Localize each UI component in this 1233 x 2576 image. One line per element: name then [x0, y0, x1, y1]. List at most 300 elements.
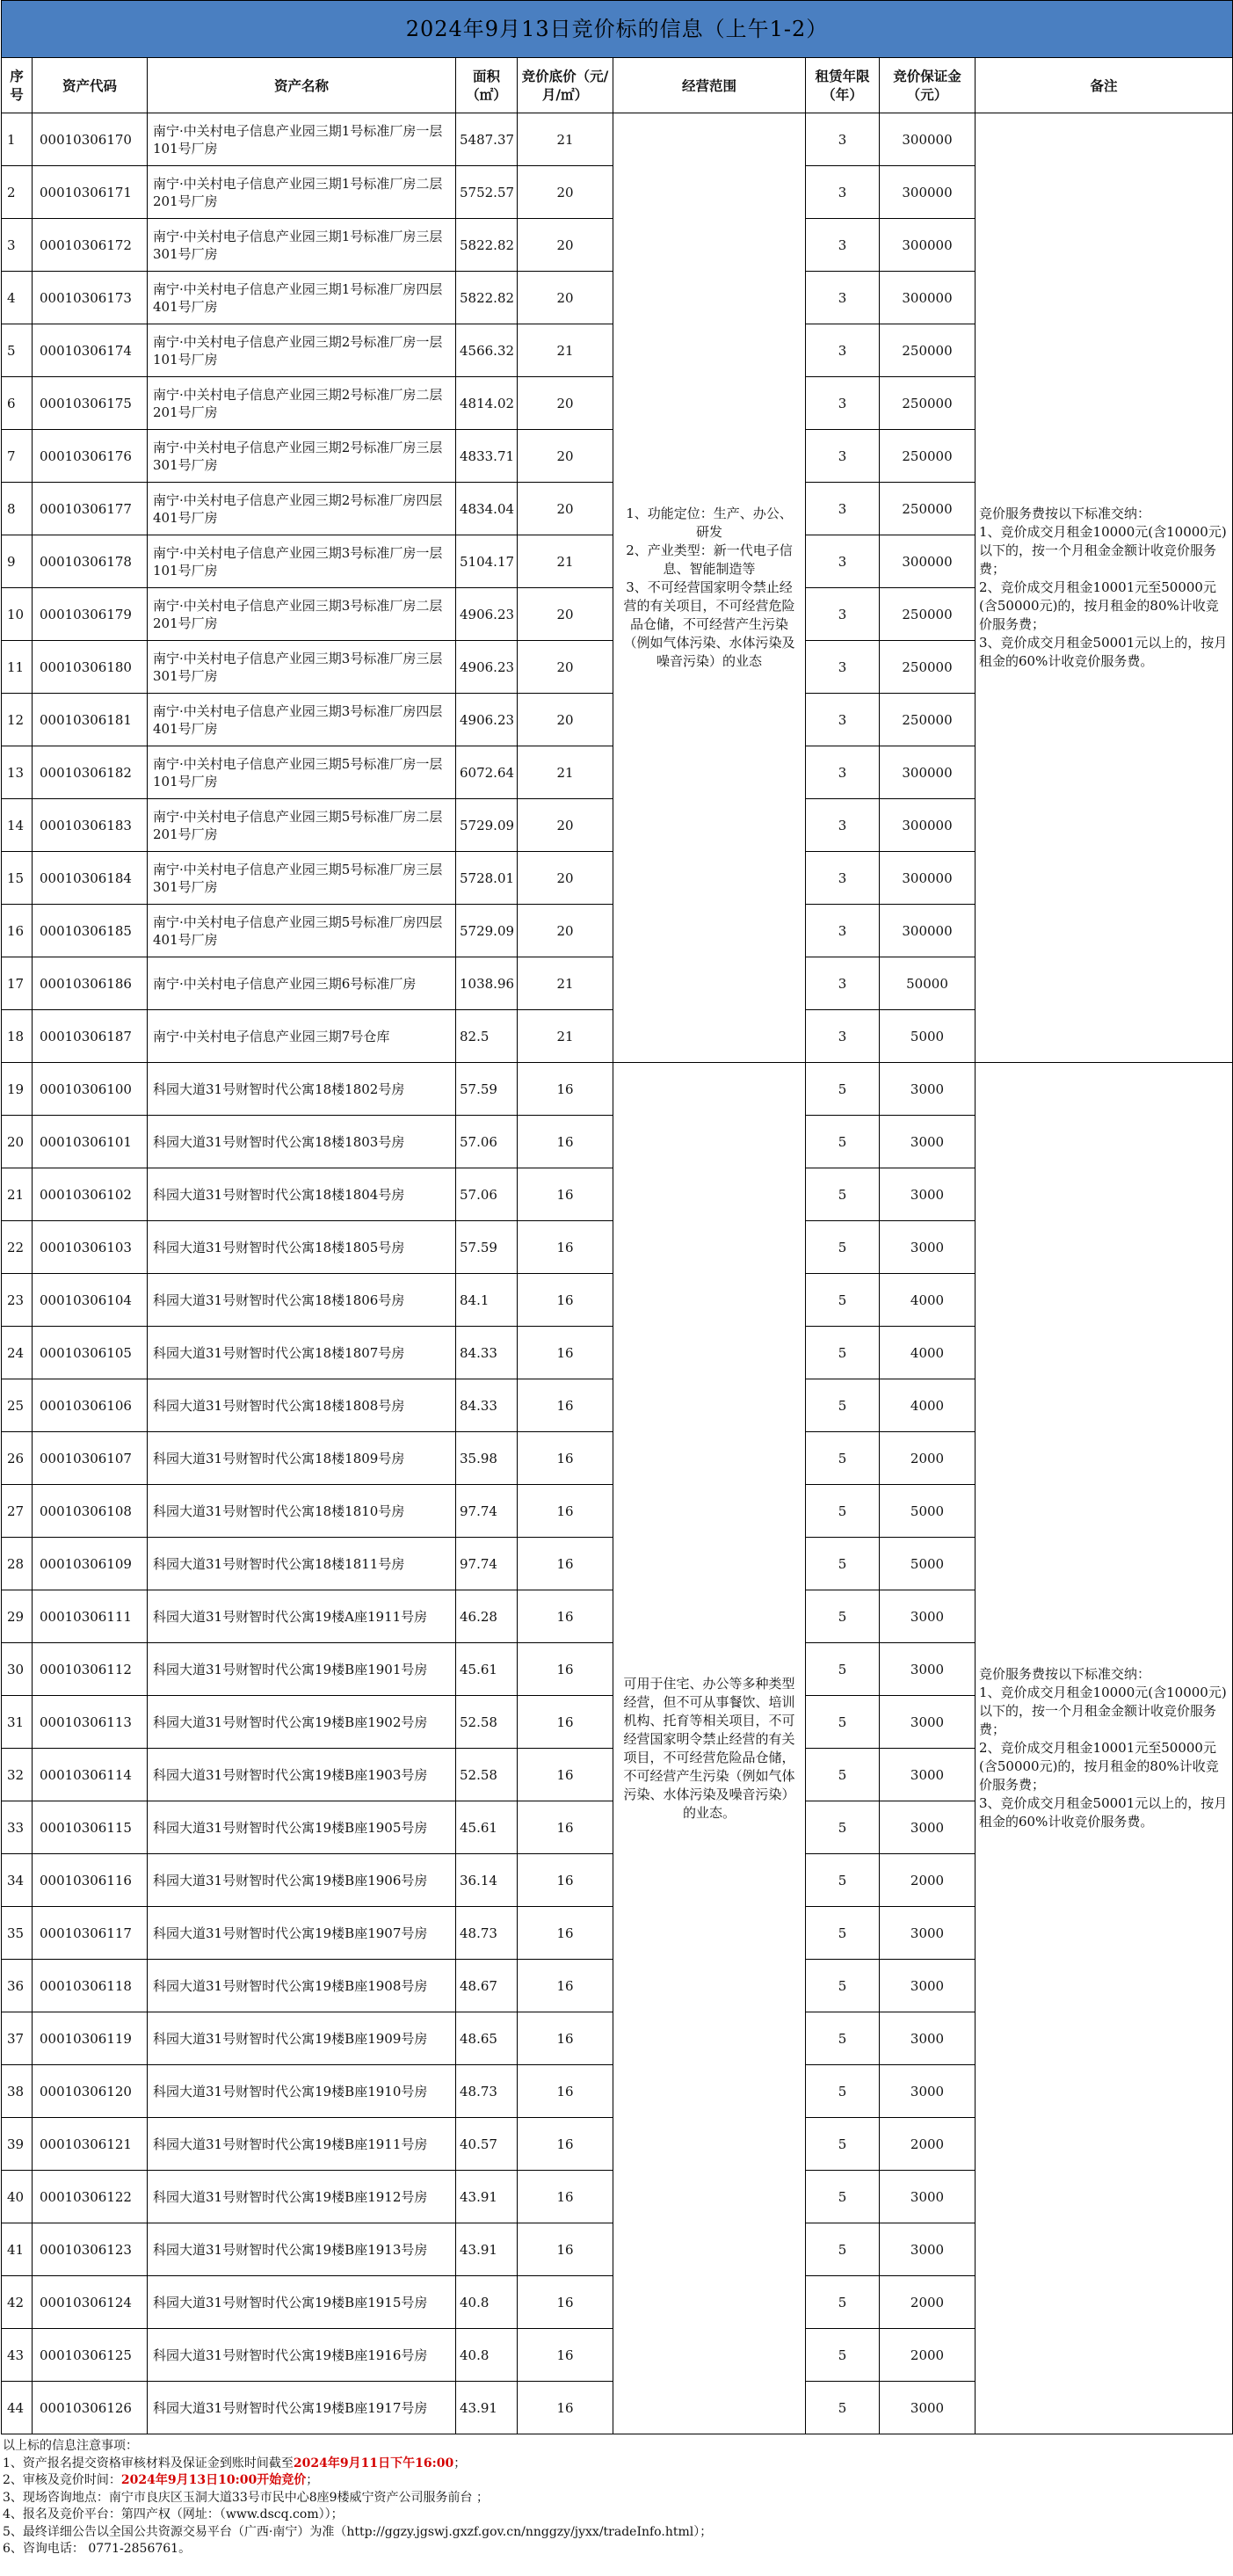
cell-asset-code: 00010306118: [33, 1960, 148, 2012]
cell-asset-code: 00010306180: [33, 641, 148, 694]
cell-lease-years: 3: [806, 377, 880, 430]
cell-asset-name: 科园大道31号财智时代公寓19楼B座1915号房: [148, 2276, 456, 2329]
cell-asset-code: 00010306119: [33, 2012, 148, 2065]
cell-deposit: 3000: [880, 1063, 976, 1116]
cell-asset-name: 科园大道31号财智时代公寓19楼B座1917号房: [148, 2382, 456, 2434]
header-deposit: 竞价保证金（元）: [880, 58, 976, 113]
cell-index: 10: [2, 588, 33, 641]
cell-asset-code: 00010306105: [33, 1327, 148, 1379]
cell-asset-name: 科园大道31号财智时代公寓19楼B座1901号房: [148, 1643, 456, 1696]
cell-base-price: 16: [518, 1854, 613, 1907]
cell-area: 40.8: [456, 2329, 518, 2382]
cell-area: 45.61: [456, 1801, 518, 1854]
cell-asset-name: 科园大道31号财智时代公寓19楼B座1912号房: [148, 2171, 456, 2223]
cell-asset-name: 南宁·中关村电子信息产业园三期2号标准厂房一层101号厂房: [148, 324, 456, 377]
cell-deposit: 2000: [880, 1854, 976, 1907]
cell-deposit: 4000: [880, 1379, 976, 1432]
cell-deposit: 2000: [880, 2118, 976, 2171]
cell-index: 30: [2, 1643, 33, 1696]
cell-deposit: 300000: [880, 272, 976, 324]
cell-area: 43.91: [456, 2223, 518, 2276]
cell-base-price: 16: [518, 1907, 613, 1960]
cell-deposit: 250000: [880, 377, 976, 430]
cell-asset-name: 南宁·中关村电子信息产业园三期3号标准厂房二层201号厂房: [148, 588, 456, 641]
cell-index: 1: [2, 113, 33, 166]
cell-base-price: 16: [518, 2329, 613, 2382]
cell-lease-years: 5: [806, 1432, 880, 1485]
cell-asset-code: 00010306172: [33, 219, 148, 272]
header-years: 租赁年限（年）: [806, 58, 880, 113]
cell-deposit: 3000: [880, 2065, 976, 2118]
cell-asset-name: 科园大道31号财智时代公寓19楼B座1910号房: [148, 2065, 456, 2118]
note-text: 2、审核及竞价时间：: [3, 2473, 121, 2487]
cell-lease-years: 5: [806, 1485, 880, 1538]
cell-asset-code: 00010306100: [33, 1063, 148, 1116]
cell-asset-code: 00010306103: [33, 1221, 148, 1274]
cell-asset-name: 科园大道31号财智时代公寓18楼1807号房: [148, 1327, 456, 1379]
cell-index: 43: [2, 2329, 33, 2382]
cell-area: 4834.04: [456, 483, 518, 535]
cell-business-scope: 1、功能定位：生产、办公、研发 2、产业类型：新一代电子信息、智能制造等 3、不可经营国家明令禁止经营的有关项目，不可经营危险品仓储，不可经营产生污染（例如气体污染、水体污染及噪音污染）的业态: [613, 113, 806, 1063]
cell-base-price: 16: [518, 1327, 613, 1379]
cell-area: 5752.57: [456, 166, 518, 219]
note-text: 4、报名及竞价平台：第四产权（网址：（www.dscq.com））；: [3, 2507, 344, 2521]
cell-area: 57.06: [456, 1168, 518, 1221]
cell-index: 37: [2, 2012, 33, 2065]
cell-index: 24: [2, 1327, 33, 1379]
cell-area: 48.73: [456, 2065, 518, 2118]
cell-asset-code: 00010306178: [33, 535, 148, 588]
cell-asset-name: 科园大道31号财智时代公寓18楼1805号房: [148, 1221, 456, 1274]
cell-base-price: 16: [518, 1221, 613, 1274]
cell-lease-years: 5: [806, 2276, 880, 2329]
cell-lease-years: 5: [806, 2223, 880, 2276]
cell-asset-name: 南宁·中关村电子信息产业园三期5号标准厂房二层201号厂房: [148, 799, 456, 852]
cell-lease-years: 5: [806, 2012, 880, 2065]
document-page: [1, 0, 1232, 2558]
notes-heading: 以上标的信息注意事项：: [3, 2439, 138, 2453]
cell-area: 4906.23: [456, 694, 518, 746]
cell-asset-code: 00010306187: [33, 1010, 148, 1063]
cell-deposit: 3000: [880, 2171, 976, 2223]
cell-deposit: 3000: [880, 1116, 976, 1168]
note-highlight: 2024年9月11日下午16:00: [293, 2456, 454, 2470]
cell-area: 4814.02: [456, 377, 518, 430]
cell-base-price: 16: [518, 1379, 613, 1432]
cell-asset-code: 00010306104: [33, 1274, 148, 1327]
cell-area: 45.61: [456, 1643, 518, 1696]
cell-lease-years: 5: [806, 2065, 880, 2118]
cell-lease-years: 5: [806, 1379, 880, 1432]
cell-deposit: 2000: [880, 1432, 976, 1485]
cell-asset-name: 科园大道31号财智时代公寓18楼1808号房: [148, 1379, 456, 1432]
cell-base-price: 21: [518, 957, 613, 1010]
cell-lease-years: 3: [806, 324, 880, 377]
cell-asset-code: 00010306126: [33, 2382, 148, 2434]
cell-index: 14: [2, 799, 33, 852]
cell-index: 42: [2, 2276, 33, 2329]
cell-asset-code: 00010306122: [33, 2171, 148, 2223]
header-area: 面积（㎡）: [456, 58, 518, 113]
cell-base-price: 16: [518, 2012, 613, 2065]
cell-deposit: 2000: [880, 2276, 976, 2329]
cell-index: 33: [2, 1801, 33, 1854]
cell-lease-years: 5: [806, 2382, 880, 2434]
cell-lease-years: 3: [806, 272, 880, 324]
cell-base-price: 16: [518, 1643, 613, 1696]
note-line: [3, 2507, 1232, 2524]
cell-area: 57.06: [456, 1116, 518, 1168]
table-header-row: [2, 58, 1233, 113]
cell-base-price: 16: [518, 2065, 613, 2118]
cell-lease-years: 5: [806, 2118, 880, 2171]
cell-deposit: 3000: [880, 1907, 976, 1960]
cell-lease-years: 5: [806, 1801, 880, 1854]
cell-area: 5104.17: [456, 535, 518, 588]
cell-area: 6072.64: [456, 746, 518, 799]
cell-asset-name: 南宁·中关村电子信息产业园三期2号标准厂房二层201号厂房: [148, 377, 456, 430]
cell-asset-name: 南宁·中关村电子信息产业园三期2号标准厂房三层301号厂房: [148, 430, 456, 483]
note-text: 5、最终详细公告以全国公共资源交易平台（广西·南宁）为准（http://ggzy.jgswj.gxzf.gov.cn/nnggzy/jyxx/tradeInfo.html）；: [3, 2524, 713, 2539]
cell-area: 5487.37: [456, 113, 518, 166]
cell-asset-code: 00010306106: [33, 1379, 148, 1432]
page-title: 2024年9月13日竞价标的信息（上午1-2）: [2, 1, 1233, 58]
cell-asset-name: 科园大道31号财智时代公寓19楼B座1908号房: [148, 1960, 456, 2012]
cell-index: 19: [2, 1063, 33, 1116]
cell-lease-years: 5: [806, 1696, 880, 1749]
cell-deposit: 4000: [880, 1327, 976, 1379]
cell-asset-name: 南宁·中关村电子信息产业园三期1号标准厂房二层201号厂房: [148, 166, 456, 219]
cell-asset-name: 科园大道31号财智时代公寓18楼1810号房: [148, 1485, 456, 1538]
cell-area: 48.67: [456, 1960, 518, 2012]
cell-asset-name: 科园大道31号财智时代公寓19楼B座1902号房: [148, 1696, 456, 1749]
cell-index: 11: [2, 641, 33, 694]
cell-asset-name: 科园大道31号财智时代公寓18楼1802号房: [148, 1063, 456, 1116]
cell-asset-name: 南宁·中关村电子信息产业园三期5号标准厂房三层301号厂房: [148, 852, 456, 905]
cell-base-price: 20: [518, 852, 613, 905]
cell-deposit: 3000: [880, 1696, 976, 1749]
header-note: 备注: [976, 58, 1233, 113]
cell-area: 97.74: [456, 1538, 518, 1590]
cell-asset-name: 南宁·中关村电子信息产业园三期3号标准厂房三层301号厂房: [148, 641, 456, 694]
cell-deposit: 3000: [880, 1221, 976, 1274]
cell-area: 40.57: [456, 2118, 518, 2171]
cell-base-price: 16: [518, 1696, 613, 1749]
cell-asset-code: 00010306175: [33, 377, 148, 430]
cell-index: 6: [2, 377, 33, 430]
cell-deposit: 300000: [880, 166, 976, 219]
cell-index: 36: [2, 1960, 33, 2012]
cell-asset-code: 00010306183: [33, 799, 148, 852]
note-highlight: 2024年9月13日10:00开始竞价: [120, 2473, 307, 2487]
cell-lease-years: 5: [806, 1221, 880, 1274]
cell-base-price: 16: [518, 1960, 613, 2012]
cell-area: 5822.82: [456, 219, 518, 272]
cell-area: 4833.71: [456, 430, 518, 483]
cell-asset-code: 00010306123: [33, 2223, 148, 2276]
cell-deposit: 300000: [880, 852, 976, 905]
cell-lease-years: 3: [806, 852, 880, 905]
cell-area: 43.91: [456, 2382, 518, 2434]
cell-asset-code: 00010306182: [33, 746, 148, 799]
cell-lease-years: 5: [806, 1538, 880, 1590]
cell-lease-years: 5: [806, 2171, 880, 2223]
cell-asset-code: 00010306124: [33, 2276, 148, 2329]
cell-base-price: 20: [518, 588, 613, 641]
cell-base-price: 20: [518, 166, 613, 219]
cell-deposit: 250000: [880, 324, 976, 377]
cell-deposit: 300000: [880, 799, 976, 852]
cell-asset-name: 南宁·中关村电子信息产业园三期1号标准厂房四层401号厂房: [148, 272, 456, 324]
cell-asset-code: 00010306179: [33, 588, 148, 641]
cell-index: 22: [2, 1221, 33, 1274]
cell-area: 84.1: [456, 1274, 518, 1327]
cell-index: 38: [2, 2065, 33, 2118]
cell-index: 8: [2, 483, 33, 535]
cell-deposit: 3000: [880, 2012, 976, 2065]
cell-area: 84.33: [456, 1327, 518, 1379]
cell-base-price: 16: [518, 2276, 613, 2329]
cell-asset-code: 00010306170: [33, 113, 148, 166]
auction-table: [1, 0, 1233, 2434]
cell-index: 13: [2, 746, 33, 799]
cell-index: 18: [2, 1010, 33, 1063]
cell-asset-code: 00010306125: [33, 2329, 148, 2382]
cell-index: 29: [2, 1590, 33, 1643]
cell-deposit: 50000: [880, 957, 976, 1010]
cell-asset-code: 00010306108: [33, 1485, 148, 1538]
cell-area: 40.8: [456, 2276, 518, 2329]
cell-lease-years: 3: [806, 535, 880, 588]
cell-base-price: 20: [518, 483, 613, 535]
cell-index: 21: [2, 1168, 33, 1221]
cell-deposit: 3000: [880, 1801, 976, 1854]
cell-asset-code: 00010306101: [33, 1116, 148, 1168]
cell-base-price: 20: [518, 377, 613, 430]
cell-index: 44: [2, 2382, 33, 2434]
cell-lease-years: 5: [806, 1590, 880, 1643]
notes-list: [3, 2456, 1232, 2558]
cell-lease-years: 5: [806, 1274, 880, 1327]
cell-asset-code: 00010306111: [33, 1590, 148, 1643]
cell-asset-code: 00010306107: [33, 1432, 148, 1485]
cell-base-price: 20: [518, 430, 613, 483]
cell-lease-years: 5: [806, 1643, 880, 1696]
cell-index: 5: [2, 324, 33, 377]
cell-base-price: 21: [518, 113, 613, 166]
cell-area: 46.28: [456, 1590, 518, 1643]
cell-asset-name: 南宁·中关村电子信息产业园三期3号标准厂房四层401号厂房: [148, 694, 456, 746]
table-row: [2, 113, 1233, 166]
header-code: 资产代码: [33, 58, 148, 113]
cell-deposit: 300000: [880, 535, 976, 588]
note-suffix: ；: [306, 2473, 319, 2487]
cell-deposit: 3000: [880, 2223, 976, 2276]
cell-base-price: 16: [518, 1116, 613, 1168]
cell-asset-name: 南宁·中关村电子信息产业园三期3号标准厂房一层101号厂房: [148, 535, 456, 588]
cell-base-price: 16: [518, 1749, 613, 1801]
cell-base-price: 16: [518, 1432, 613, 1485]
cell-index: 4: [2, 272, 33, 324]
cell-lease-years: 3: [806, 905, 880, 957]
cell-asset-code: 00010306112: [33, 1643, 148, 1696]
cell-lease-years: 5: [806, 1116, 880, 1168]
cell-base-price: 16: [518, 1590, 613, 1643]
cell-base-price: 20: [518, 641, 613, 694]
cell-index: 15: [2, 852, 33, 905]
cell-area: 36.14: [456, 1854, 518, 1907]
cell-asset-name: 科园大道31号财智时代公寓19楼B座1906号房: [148, 1854, 456, 1907]
cell-deposit: 250000: [880, 641, 976, 694]
cell-base-price: 16: [518, 1801, 613, 1854]
cell-index: 31: [2, 1696, 33, 1749]
cell-index: 16: [2, 905, 33, 957]
cell-asset-code: 00010306117: [33, 1907, 148, 1960]
cell-index: 32: [2, 1749, 33, 1801]
cell-asset-name: 科园大道31号财智时代公寓18楼1804号房: [148, 1168, 456, 1221]
note-line: [3, 2490, 1232, 2507]
cell-asset-name: 科园大道31号财智时代公寓19楼B座1907号房: [148, 1907, 456, 1960]
cell-deposit: 5000: [880, 1010, 976, 1063]
cell-asset-code: 00010306171: [33, 166, 148, 219]
cell-asset-name: 南宁·中关村电子信息产业园三期5号标准厂房一层101号厂房: [148, 746, 456, 799]
cell-lease-years: 3: [806, 799, 880, 852]
cell-base-price: 21: [518, 324, 613, 377]
header-index: 序号: [2, 58, 33, 113]
cell-area: 48.73: [456, 1907, 518, 1960]
cell-base-price: 16: [518, 2382, 613, 2434]
cell-deposit: 300000: [880, 219, 976, 272]
cell-asset-code: 00010306102: [33, 1168, 148, 1221]
note-line: [3, 2472, 1232, 2490]
cell-asset-code: 00010306120: [33, 2065, 148, 2118]
cell-asset-name: 科园大道31号财智时代公寓18楼1806号房: [148, 1274, 456, 1327]
cell-area: 43.91: [456, 2171, 518, 2223]
cell-area: 5728.01: [456, 852, 518, 905]
note-text: 6、咨询电话： 0771-2856761。: [3, 2542, 192, 2556]
cell-asset-name: 科园大道31号财智时代公寓19楼B座1911号房: [148, 2118, 456, 2171]
cell-area: 82.5: [456, 1010, 518, 1063]
note-line: [3, 2541, 1232, 2558]
cell-lease-years: 3: [806, 219, 880, 272]
cell-base-price: 16: [518, 2118, 613, 2171]
cell-base-price: 16: [518, 1274, 613, 1327]
cell-area: 84.33: [456, 1379, 518, 1432]
cell-area: 5729.09: [456, 799, 518, 852]
cell-deposit: 300000: [880, 746, 976, 799]
cell-base-price: 16: [518, 1168, 613, 1221]
cell-base-price: 21: [518, 535, 613, 588]
cell-asset-code: 00010306177: [33, 483, 148, 535]
cell-lease-years: 5: [806, 1749, 880, 1801]
cell-lease-years: 5: [806, 2329, 880, 2382]
cell-asset-code: 00010306181: [33, 694, 148, 746]
cell-base-price: 16: [518, 1485, 613, 1538]
cell-index: 7: [2, 430, 33, 483]
cell-area: 97.74: [456, 1485, 518, 1538]
cell-asset-name: 科园大道31号财智时代公寓19楼B座1903号房: [148, 1749, 456, 1801]
cell-index: 23: [2, 1274, 33, 1327]
cell-deposit: 3000: [880, 2382, 976, 2434]
cell-deposit: 4000: [880, 1274, 976, 1327]
cell-lease-years: 3: [806, 1010, 880, 1063]
cell-index: 39: [2, 2118, 33, 2171]
cell-base-price: 20: [518, 219, 613, 272]
cell-deposit: 3000: [880, 1960, 976, 2012]
cell-asset-name: 南宁·中关村电子信息产业园三期6号标准厂房: [148, 957, 456, 1010]
cell-index: 2: [2, 166, 33, 219]
cell-asset-code: 00010306116: [33, 1854, 148, 1907]
cell-asset-code: 00010306184: [33, 852, 148, 905]
cell-index: 12: [2, 694, 33, 746]
cell-business-scope: 可用于住宅、办公等多种类型经营，但不可从事餐饮、培训机构、托育等相关项目，不可经营国家明令禁止经营的有关项目，不可经营危险品仓储，不可经营产生污染（例如气体污染、水体污染及噪音污染）的业态。: [613, 1063, 806, 2434]
cell-base-price: 20: [518, 799, 613, 852]
cell-asset-name: 南宁·中关村电子信息产业园三期5号标准厂房四层401号厂房: [148, 905, 456, 957]
cell-lease-years: 3: [806, 113, 880, 166]
cell-asset-name: 南宁·中关村电子信息产业园三期1号标准厂房三层301号厂房: [148, 219, 456, 272]
cell-base-price: 20: [518, 694, 613, 746]
cell-area: 5822.82: [456, 272, 518, 324]
cell-remarks: 竞价服务费按以下标准交纳： 1、竞价成交月租金10000元(含10000元)以下的，按一个月租金金额计收竞价服务费； 2、竞价成交月租金10001元至50000元(含50000元)的，按月租金的80%计收竞价服务费； 3、竞价成交月租金50001元以上的，按月租金的60%计收竞价服务费。: [976, 113, 1233, 1063]
cell-index: 20: [2, 1116, 33, 1168]
cell-lease-years: 3: [806, 746, 880, 799]
cell-deposit: 300000: [880, 113, 976, 166]
cell-asset-name: 科园大道31号财智时代公寓18楼1809号房: [148, 1432, 456, 1485]
cell-deposit: 2000: [880, 2329, 976, 2382]
header-price: 竞价底价（元/月/㎡）: [518, 58, 613, 113]
cell-base-price: 20: [518, 905, 613, 957]
cell-base-price: 16: [518, 1063, 613, 1116]
cell-area: 35.98: [456, 1432, 518, 1485]
cell-index: 35: [2, 1907, 33, 1960]
cell-index: 25: [2, 1379, 33, 1432]
cell-area: 48.65: [456, 2012, 518, 2065]
cell-lease-years: 5: [806, 1854, 880, 1907]
cell-deposit: 250000: [880, 430, 976, 483]
cell-lease-years: 3: [806, 483, 880, 535]
cell-lease-years: 3: [806, 957, 880, 1010]
table-body: [2, 113, 1233, 2434]
cell-asset-code: 00010306176: [33, 430, 148, 483]
cell-deposit: 250000: [880, 483, 976, 535]
header-name: 资产名称: [148, 58, 456, 113]
cell-area: 4906.23: [456, 588, 518, 641]
cell-lease-years: 3: [806, 430, 880, 483]
cell-base-price: 21: [518, 1010, 613, 1063]
cell-asset-code: 00010306174: [33, 324, 148, 377]
cell-asset-name: 科园大道31号财智时代公寓18楼1811号房: [148, 1538, 456, 1590]
cell-area: 4906.23: [456, 641, 518, 694]
cell-area: 52.58: [456, 1749, 518, 1801]
cell-area: 57.59: [456, 1221, 518, 1274]
cell-area: 52.58: [456, 1696, 518, 1749]
header-scope: 经营范围: [613, 58, 806, 113]
note-text: 1、资产报名提交资格审核材料及保证金到账时间截至: [3, 2456, 294, 2470]
cell-remarks: 竞价服务费按以下标准交纳： 1、竞价成交月租金10000元(含10000元)以下的，按一个月租金金额计收竞价服务费； 2、竞价成交月租金10001元至50000元(含50000元)的，按月租金的80%计收竞价服务费； 3、竞价成交月租金50001元以上的，按月租金的60%计收竞价服务费。: [976, 1063, 1233, 2434]
cell-base-price: 20: [518, 272, 613, 324]
cell-asset-name: 南宁·中关村电子信息产业园三期1号标准厂房一层101号厂房: [148, 113, 456, 166]
cell-index: 9: [2, 535, 33, 588]
cell-asset-code: 00010306185: [33, 905, 148, 957]
cell-index: 34: [2, 1854, 33, 1907]
cell-base-price: 21: [518, 746, 613, 799]
cell-asset-code: 00010306115: [33, 1801, 148, 1854]
cell-index: 3: [2, 219, 33, 272]
table-row: [2, 1063, 1233, 1116]
note-line: [3, 2524, 1232, 2542]
note-suffix: ；: [453, 2456, 467, 2470]
cell-lease-years: 5: [806, 1063, 880, 1116]
